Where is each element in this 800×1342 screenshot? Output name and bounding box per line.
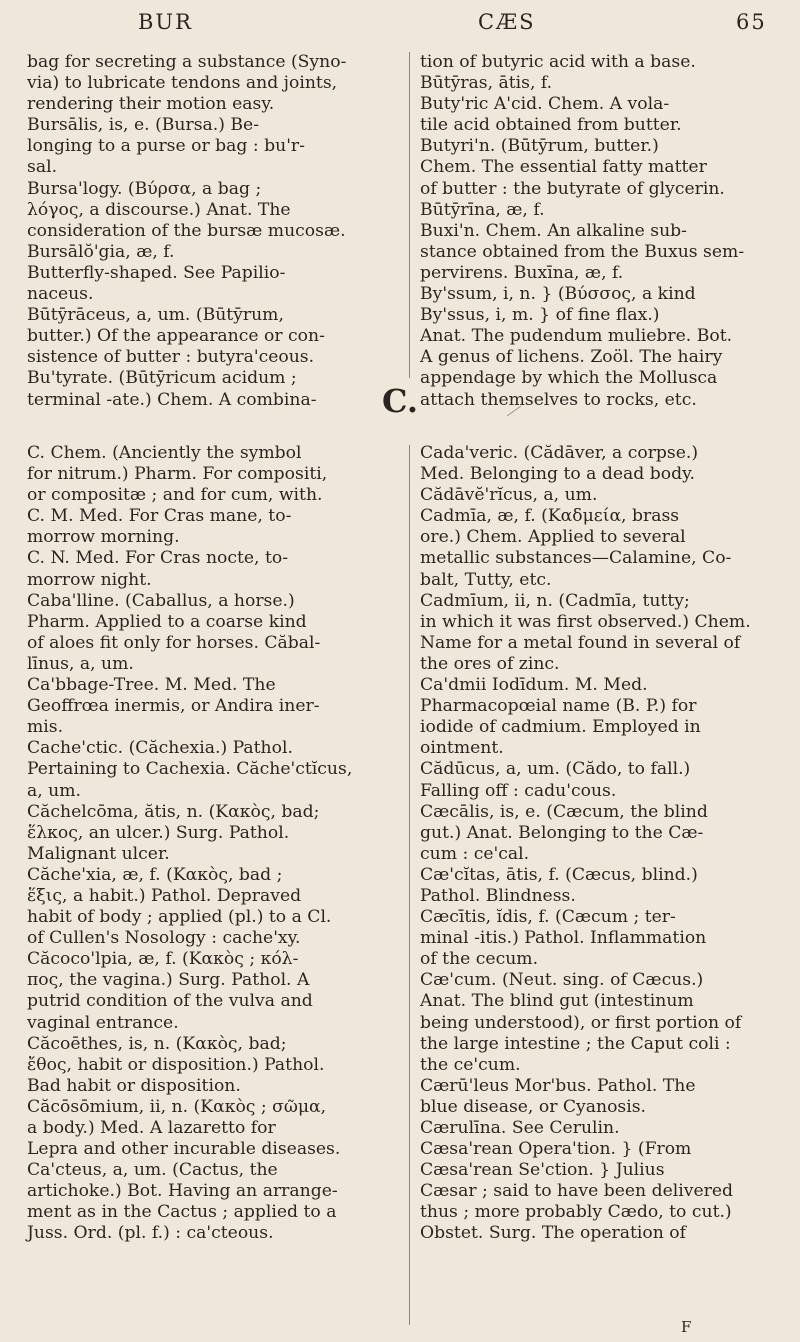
text-line: Butyri'n. (Būtȳrum, butter.) (420, 136, 659, 157)
text-line: Anat. The blind gut (intestinum (420, 991, 694, 1012)
text-line: Pharmacopœial name (B. P.) for (420, 696, 697, 717)
text-line: Med. Belonging to a dead body. (420, 464, 696, 485)
text-line: Cæcītis, ĭdis, f. (Cæcum ; ter- (420, 907, 676, 928)
text-line: the ce'cum. (420, 1054, 521, 1075)
text-line: Cache'ctic. (Căchexia.) Pathol. (27, 738, 293, 759)
text-line: Cæ'cĭtas, ātis, f. (Cæcus, blind.) (420, 864, 698, 885)
section-letter-heading: C. (381, 382, 419, 420)
text-line: gut.) Anat. Belonging to the Cæ- (420, 822, 704, 843)
text-line: Bad habit or disposition. (27, 1075, 241, 1096)
text-line: the ores of zinc. (420, 653, 560, 674)
text-line: Chem. The essential fatty matter (420, 157, 707, 178)
text-line: Căcoco'lpia, æ, f. (Κακὸς ; κόλ- (27, 949, 299, 970)
text-line: habit of body ; applied (pl.) to a Cl. (27, 907, 332, 928)
text-line: a, um. (27, 780, 82, 801)
text-line: ment as in the Cactus ; applied to a (27, 1202, 337, 1223)
text-line: Bursālis, is, e. (Bursa.) Be- (27, 115, 259, 136)
text-line: Pathol. Blindness. (420, 885, 576, 906)
text-line: By'ssus, i, m. } of fine flax.) (420, 305, 660, 326)
header-left-guide-word: BUR (138, 10, 193, 34)
text-line: putrid condition of the vulva and (27, 991, 313, 1012)
top-right-column (420, 52, 785, 411)
text-line: Căchelcōma, ătis, n. (Κακὸς, bad; (27, 801, 320, 822)
text-line: tion of butyric acid with a base. (420, 52, 696, 72)
text-line: metallic substances—Calamine, Co- (420, 548, 732, 569)
text-line: for nitrum.) Pharm. For compositi, (27, 464, 328, 485)
text-line: longing to a purse or bag : bu'r- (27, 136, 305, 157)
text-line: morrow night. (27, 569, 152, 590)
text-line: Ca'cteus, a, um. (Cactus, the (27, 1160, 278, 1181)
text-line: Butterfly-shaped. See Papilio- (27, 262, 286, 283)
column-divider (409, 52, 410, 378)
text-line: Căcoēthes, is, n. (Κακὸς, bad; (27, 1033, 287, 1054)
text-line: πος, the vagina.) Surg. Pathol. A (27, 970, 310, 991)
text-line: Būtȳrāceus, a, um. (Būtȳrum, (27, 305, 284, 326)
text-line: Būtȳras, ātis, f. (420, 73, 553, 94)
text-line: Cæsa'rean Se'ction. } Julius (420, 1160, 665, 1181)
text-line: Bu'tyrate. (Būtȳricum acidum ; (27, 368, 297, 389)
text-line: morrow morning. (27, 527, 180, 548)
text-line: ἕξις, a habit.) Pathol. Depraved (27, 885, 302, 906)
text-line: Cæcālis, is, e. (Cæcum, the blind (420, 801, 708, 822)
text-line: terminal -ate.) Chem. A combina- (27, 389, 317, 410)
bottom-right-column (420, 443, 785, 1245)
text-line: in which it was first observed.) Chem. (420, 611, 751, 632)
text-line: bag for secreting a substance (Syno- (27, 52, 347, 72)
text-line: C. M. Med. For Cras mane, to- (27, 506, 292, 527)
text-line: Cădūcus, a, um. (Cădo, to fall.) (420, 759, 691, 780)
text-line: iodide of cadmium. Employed in (420, 717, 701, 738)
text-line: Ca'dmii Iodīdum. M. Med. (420, 675, 648, 696)
text-line: sal. (27, 157, 58, 178)
text-line: ἕλκος, an ulcer.) Surg. Pathol. (27, 822, 290, 843)
text-line: Cada'veric. (Cădāver, a corpse.) (420, 443, 699, 463)
header-right-guide-word: CÆS (478, 10, 536, 34)
text-line: Cæsa'rean Opera'tion. } (From (420, 1139, 692, 1160)
text-line: A genus of lichens. Zoöl. The hairy (420, 347, 723, 368)
text-line: rendering their motion easy. (27, 94, 275, 115)
text-line: Geoffrœa inermis, or Andira iner- (27, 696, 320, 717)
text-line: Cadmīum, ii, n. (Cadmīa, tutty; (420, 590, 690, 611)
text-line: ore.) Chem. Applied to several (420, 527, 686, 548)
text-line: Căcōsōmium, ii, n. (Κακὸς ; σῶμα, (27, 1096, 327, 1117)
text-line: Cădāvĕ'rĭcus, a, um. (420, 485, 598, 506)
text-line: balt, Tutty, etc. (420, 569, 552, 590)
text-line: a body.) Med. A lazaretto for (27, 1118, 276, 1138)
text-line: of Cullen's Nosology : cache'xy. (27, 928, 301, 949)
text-line: ἔθος, habit or disposition.) Pathol. (27, 1054, 325, 1075)
text-line: mis. (27, 717, 64, 738)
text-line: Caba'lline. (Caballus, a horse.) (27, 590, 295, 611)
text-line: Căche'xia, æ, f. (Κακὸς, bad ; (27, 864, 283, 885)
bottom-left-column (27, 443, 401, 1245)
running-header (0, 10, 800, 40)
text-line: Cærū'leus Mor'bus. Pathol. The (420, 1075, 696, 1096)
text-line: Malignant ulcer. (27, 843, 170, 864)
text-line: naceus. (27, 284, 94, 305)
text-line: λόγος, a discourse.) Anat. The (27, 199, 291, 220)
text-line: vaginal entrance. (27, 1012, 179, 1033)
text-line: Obstet. Surg. The operation of (420, 1223, 686, 1244)
column-divider-lower (409, 445, 410, 1325)
text-line: butter.) Of the appearance or con- (27, 326, 325, 347)
page-number: 65 (736, 10, 767, 34)
text-line: C. Chem. (Anciently the symbol (27, 443, 302, 463)
text-line: Būtȳrīna, æ, f. (420, 199, 545, 220)
text-line: Juss. Ord. (pl. f.) : ca'cteous. (27, 1223, 274, 1244)
text-line: Falling off : cadu'cous. (420, 780, 617, 801)
text-line: Bursa'logy. (Βύρσα, a bag ; (27, 178, 262, 199)
top-left-column (27, 52, 401, 411)
text-line: By'ssum, i, n. } (Βύσσος, a kind (420, 284, 696, 305)
text-line: C. N. Med. For Cras nocte, to- (27, 548, 289, 569)
text-line: Anat. The pudendum muliebre. Bot. (420, 326, 733, 347)
text-line: consideration of the bursæ mucosæ. (27, 220, 346, 241)
text-line: minal -itis.) Pathol. Inflammation (420, 928, 707, 949)
text-line: ointment. (420, 738, 504, 759)
text-line: stance obtained from the Buxus sem- (420, 241, 745, 262)
text-line: Cadmīa, æ, f. (Καδμεία, brass (420, 506, 680, 527)
text-line: via) to lubricate tendons and joints, (27, 73, 338, 94)
text-line: attach themselves to rocks, etc. (420, 389, 697, 410)
text-line: Name for a metal found in several of (420, 632, 741, 653)
text-line: Cæsar ; said to have been delivered (420, 1181, 734, 1202)
text-line: or compositæ ; and for cum, with. (27, 485, 323, 506)
text-line: pervirens. Buxīna, æ, f. (420, 262, 624, 283)
text-line: Lepra and other incurable diseases. (27, 1139, 341, 1160)
text-line: of the cecum. (420, 949, 539, 970)
text-line: Cærulīna. See Cerulin. (420, 1118, 620, 1138)
text-line: appendage by which the Mollusca (420, 368, 718, 389)
text-line: Cæ'cum. (Neut. sing. of Cæcus.) (420, 970, 704, 991)
text-line: the large intestine ; the Caput coli : (420, 1033, 731, 1054)
text-line: līnus, a, um. (27, 653, 134, 674)
text-line: tile acid obtained from butter. (420, 115, 682, 136)
text-line: blue disease, or Cyanosis. (420, 1096, 647, 1117)
text-line: cum : ce'cal. (420, 843, 530, 864)
text-line: sistence of butter : butyra'ceous. (27, 347, 315, 368)
text-line: Buty'ric A'cid. Chem. A vola- (420, 94, 670, 115)
text-line: Pharm. Applied to a coarse kind (27, 611, 307, 632)
text-line: being understood), or first portion of (420, 1012, 742, 1033)
text-line: Ca'bbage-Tree. M. Med. The (27, 675, 276, 696)
text-line: Bursālŏ'gia, æ, f. (27, 241, 175, 262)
text-line: Buxi'n. Chem. An alkaline sub- (420, 220, 687, 241)
stray-mark (505, 404, 525, 418)
text-line: of butter : the butyrate of glycerin. (420, 178, 725, 199)
text-line: Pertaining to Cachexia. Căche'ctĭcus, (27, 759, 353, 780)
signature-mark: F (681, 1318, 692, 1336)
text-line: of aloes fit only for horses. Căbal- (27, 632, 321, 653)
text-line: thus ; more probably Cædo, to cut.) (420, 1202, 732, 1223)
text-line: artichoke.) Bot. Having an arrange- (27, 1181, 338, 1202)
